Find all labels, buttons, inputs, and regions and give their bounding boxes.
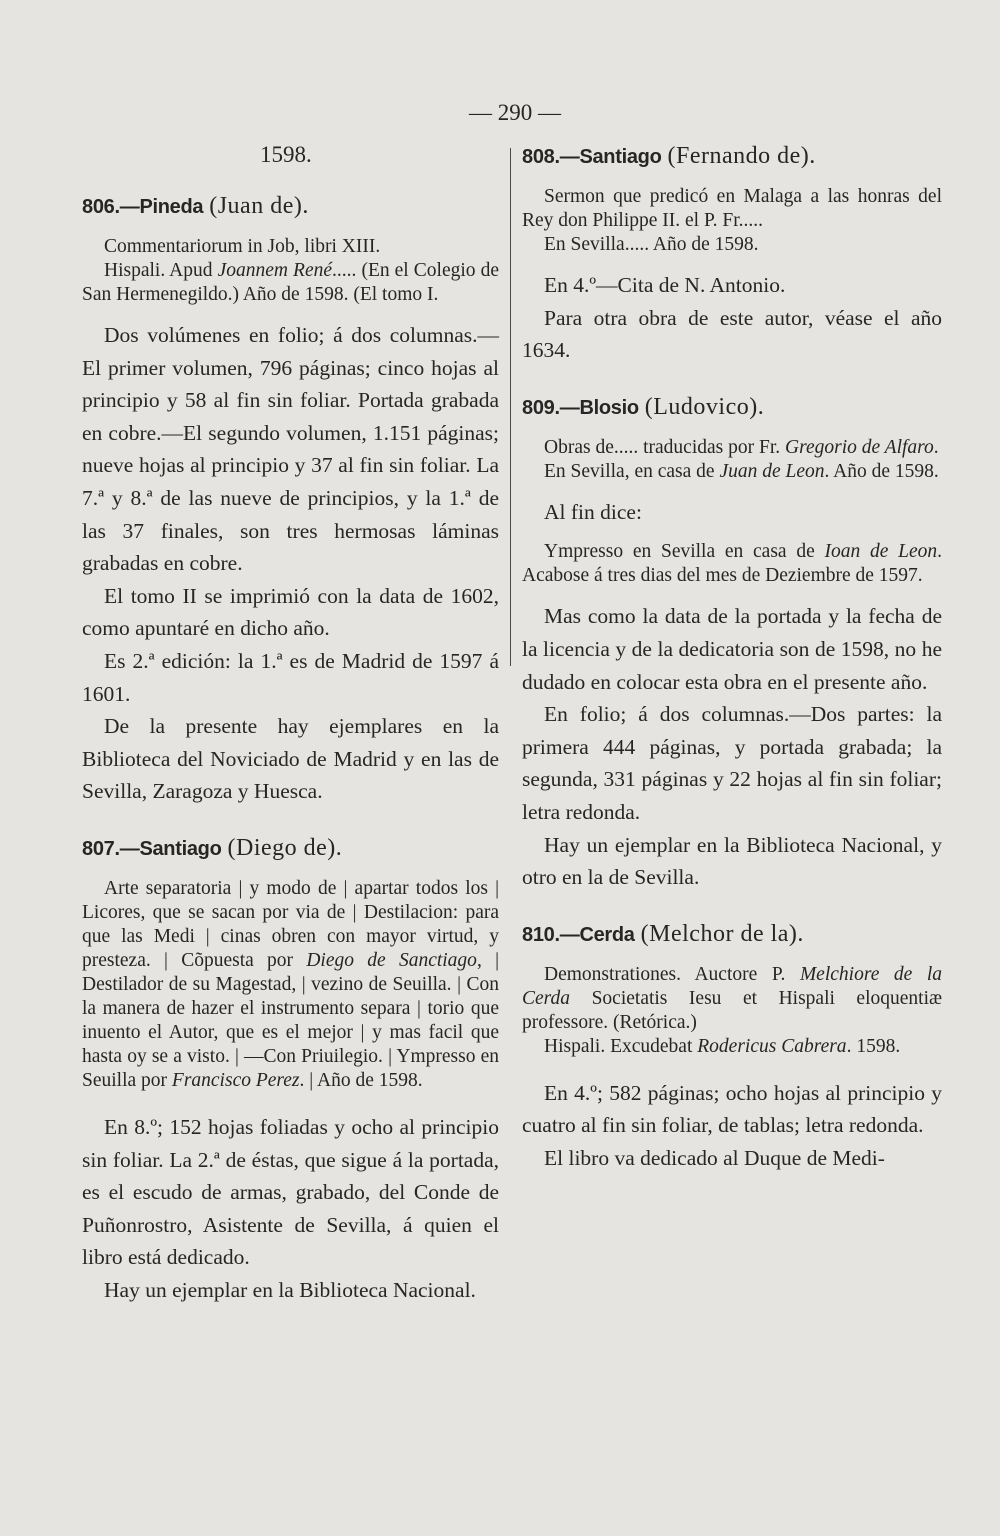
author-surname: Pineda <box>139 196 204 218</box>
entry-number: 809.— <box>522 396 580 419</box>
entry-808 <box>522 140 942 367</box>
description-paragraph: El libro va dedicado al Duque de Medi- <box>544 1145 885 1170</box>
description-paragraph: En 4.º—Cita de N. Antonio. <box>544 273 786 297</box>
entry-number: 806.— <box>82 196 140 218</box>
description-paragraph: En folio; á dos columnas.—Dos partes: la primera 444 páginas, y portada grabada; la segunda, 331 páginas y 22 hojas al fin sin foliar; letra redonda. <box>522 702 942 824</box>
printer-name: Francisco Perez <box>171 1069 300 1091</box>
column-divider <box>510 148 511 666</box>
description-paragraph: En 4.º; 582 páginas; ocho hojas al principio y cuatro al fin sin foliar, de tablas; letra redonda. <box>522 1080 942 1138</box>
entry-806 <box>82 190 499 808</box>
year-heading: 1598. <box>260 142 312 167</box>
description-paragraph: En 8.º; 152 hojas foliadas y ocho al principio sin foliar. La 2.ª de éstas, que sigue á la portada, es el escudo de armas, grabado, del Conde de Puñonrostro, Asistente de Sevilla, á quien el libro está dedicado. <box>82 1114 499 1270</box>
author-surname: Santiago <box>579 146 662 168</box>
author-name-italic: Melchiore de la Cerda <box>522 963 943 1009</box>
description-paragraph: Hay un ejemplar en la Biblioteca Nacional. <box>104 1277 476 1302</box>
author-surname: Santiago <box>139 837 222 860</box>
imprint-line: En Sevilla..... Año de 1598. <box>544 234 759 255</box>
description-paragraph: De la presente hay ejemplares en la Biblioteca del Noviciado de Madrid y en las de Sevilla, Zaragoza y Huesca. <box>82 714 499 804</box>
entry-heading <box>82 832 499 865</box>
author-name-italic: Diego de Sanctiago <box>306 949 477 971</box>
title-transcription: Arte separatoria | y modo de | apartar todos los | Licores, que se sacan por via de | Destilacion: para que las Medi | cinas obren con mayor virtud, y presteza. | Cõpuesta por Diego de Sanctiago, | Destilador de su Magestad, | vezino de Seuilla. | Con la manera de hazer el instrumento separa | torio que inuento el Autor, que es el mejor | y mas facil que hasta oy se a visto. | —Con Priuilegio. | Ympresso en Seuilla por Francisco Perez. | Año de 1598. <box>82 877 499 1091</box>
printer-name: Juan de Leon <box>719 460 825 482</box>
author-given-name: (Juan de). <box>209 193 309 219</box>
description-paragraph: El tomo II se imprimió con la data de 1602, como apuntaré en dicho año. <box>82 583 499 641</box>
entry-number: 810.— <box>522 923 580 946</box>
title-line: Commentariorum in Job, libri XIII. <box>104 236 381 257</box>
right-column <box>522 140 942 1199</box>
title-line: Demonstrationes. Auctore P. Melchiore de la Cerda Societatis Iesu et Hispali eloquentiæ professore. (Retórica.) <box>522 963 943 1033</box>
author-surname: Blosio <box>579 396 639 419</box>
colophon-quote: Ympresso en Sevilla en casa de Ioan de Leon. Acabose á tres dias del mes de Deziembre de 1597. <box>522 541 942 587</box>
author-given-name: (Ludovico). <box>644 393 765 420</box>
description-paragraph: Hay un ejemplar en la Biblioteca Nacional, y otro en la de Sevilla. <box>522 832 942 890</box>
printer-name: Ioan de Leon <box>824 541 938 563</box>
entry-807 <box>82 832 499 1307</box>
page-number: — 290 — <box>469 100 561 125</box>
description-paragraph: Dos volúmenes en folio; á dos columnas.— El primer volumen, 796 páginas; cinco hojas al principio y 58 al fin sin foliar. Portada grabada en cobre.—El segundo volumen, 1.151 páginas; nueve hojas al principio y 37 al fin sin foliar. La 7.ª y 8.ª de las nueve de principios, y la 1.ª de las 37 finales, son tres hermosas láminas grabadas en cobre. <box>82 323 499 576</box>
entry-number: 808.— <box>522 146 580 168</box>
entry-809 <box>522 391 942 894</box>
imprint-line: Hispali. Apud Joannem René..... (En el Colegio de San Hermenegildo.) Año de 1598. (El tomo I. <box>82 260 499 305</box>
left-column <box>82 140 499 1330</box>
entry-heading <box>522 391 942 424</box>
author-surname: Cerda <box>579 923 635 946</box>
entry-heading <box>522 918 942 951</box>
description-paragraph: Mas como la data de la portada y la fecha de la licencia y de la dedicatoria son de 1598, no he dudado en colocar esta obra en el presente año. <box>522 604 942 694</box>
entry-heading <box>522 140 942 173</box>
author-given-name: (Fernando de). <box>667 143 816 169</box>
description-paragraph: Al fin dice: <box>544 499 642 524</box>
title-line: Obras de..... traducidas por Fr. Gregorio de Alfaro. <box>544 436 939 458</box>
entry-heading <box>82 190 499 223</box>
printer-name: Joannem René <box>217 260 333 281</box>
imprint-line: En Sevilla, en casa de Juan de Leon. Año de 1598. <box>544 460 939 482</box>
description-paragraph: Para otra obra de este autor, véase el año 1634. <box>522 305 942 363</box>
translator-name: Gregorio de Alfaro <box>785 436 934 458</box>
printer-name: Rodericus Cabrera <box>697 1035 847 1057</box>
entry-810 <box>522 918 942 1175</box>
author-given-name: (Melchor de la). <box>640 920 804 947</box>
description-paragraph: Es 2.ª edición: la 1.ª es de Madrid de 1597 á 1601. <box>82 648 499 706</box>
title-line: Sermon que predicó en Malaga a las honras del Rey don Philippe II. el P. Fr..... <box>522 186 942 231</box>
author-given-name: (Diego de). <box>227 834 343 861</box>
entry-number: 807.— <box>82 837 140 860</box>
imprint-line: Hispali. Excudebat Rodericus Cabrera. 1598. <box>544 1035 901 1057</box>
